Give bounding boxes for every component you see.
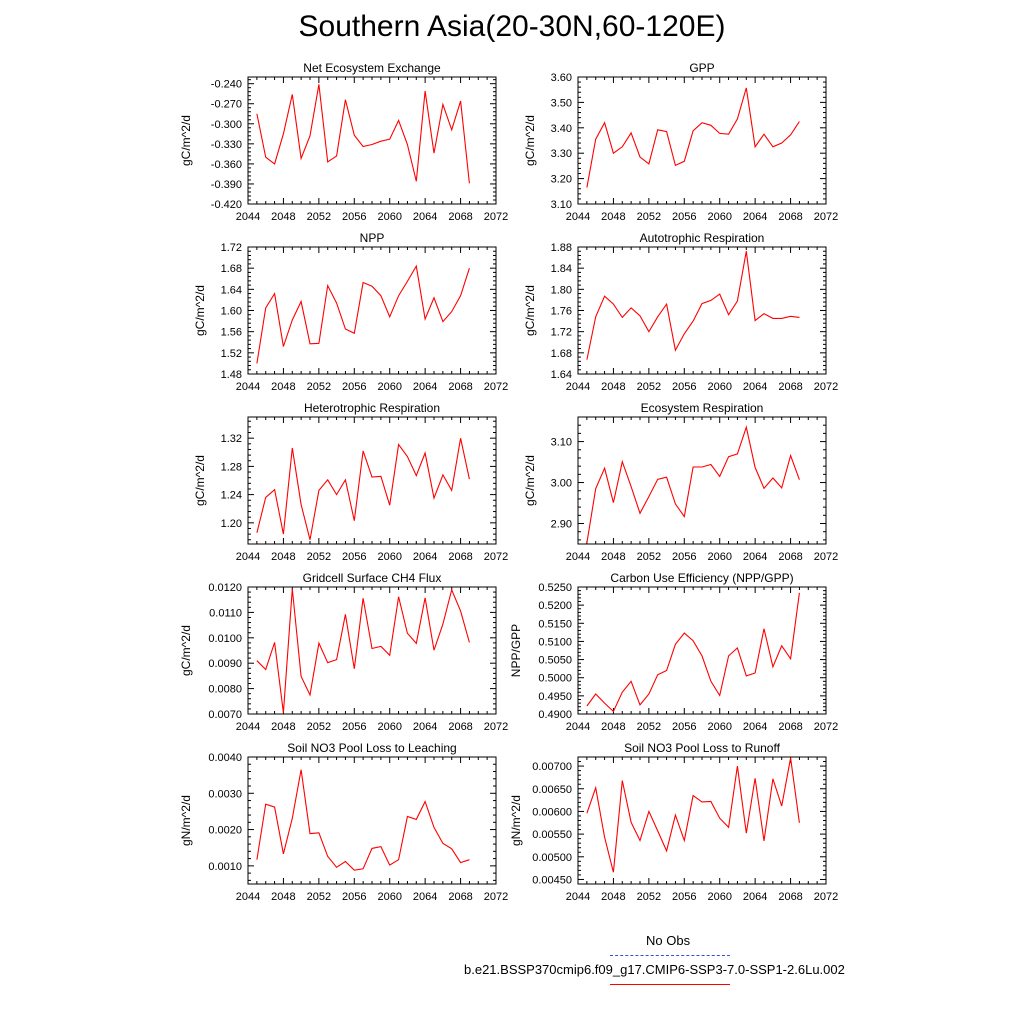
series-line [587, 593, 800, 712]
y-tick-label: 3.10 [550, 199, 572, 211]
y-tick-label: -0.360 [210, 158, 242, 171]
x-tick-label: 2068 [778, 381, 803, 393]
x-tick-label: 2060 [377, 891, 402, 903]
y-tick-label: -0.240 [210, 78, 242, 91]
x-tick-label: 2056 [672, 721, 697, 733]
y-tick-label: 0.0100 [208, 632, 242, 645]
x-tick-label: 2052 [636, 721, 662, 733]
y-tick-label: 1.32 [220, 433, 242, 446]
y-axis-label: gC/m^2/d [179, 115, 193, 166]
x-tick-label: 2064 [412, 891, 438, 903]
y-tick-label: 0.5250 [538, 582, 572, 594]
plot-frame [248, 417, 496, 544]
y-tick-label: 0.0090 [208, 658, 242, 671]
legend-model-line [610, 984, 730, 985]
x-tick-label: 2064 [742, 381, 768, 393]
x-tick-label: 2048 [271, 721, 296, 733]
y-tick-label: 1.76 [550, 305, 572, 318]
x-tick-label: 2044 [565, 211, 591, 223]
x-tick-label: 2060 [707, 381, 732, 393]
x-tick-label: 2072 [483, 551, 509, 563]
x-tick-label: 2044 [235, 381, 261, 393]
x-tick-label: 2052 [636, 551, 662, 563]
series-line [257, 266, 470, 363]
y-axis-label: gC/m^2/d [193, 285, 207, 336]
y-tick-label: 1.68 [550, 347, 572, 360]
y-tick-label: 2.90 [550, 518, 572, 531]
plot-frame [248, 757, 496, 884]
x-tick-label: 2048 [271, 381, 296, 393]
x-tick-label: 2068 [778, 211, 803, 223]
x-tick-label: 2064 [742, 211, 768, 223]
y-tick-label: 0.00550 [532, 829, 572, 842]
x-tick-label: 2052 [306, 891, 332, 903]
plot-frame [248, 247, 496, 374]
series-line [587, 251, 800, 360]
x-tick-label: 2060 [377, 211, 402, 223]
x-tick-label: 2052 [306, 551, 332, 563]
y-tick-label: 1.72 [220, 242, 242, 254]
x-tick-label: 2072 [813, 551, 839, 563]
x-tick-label: 2052 [306, 211, 332, 223]
y-tick-label: 1.64 [550, 369, 572, 381]
panel-title: Net Ecosystem Exchange [303, 61, 441, 75]
x-tick-label: 2044 [565, 721, 591, 733]
x-tick-label: 2048 [601, 721, 626, 733]
panel-title: Soil NO3 Pool Loss to Runoff [624, 741, 780, 755]
x-tick-label: 2056 [342, 211, 367, 223]
x-tick-label: 2048 [271, 551, 296, 563]
x-tick-label: 2044 [565, 381, 591, 393]
x-tick-label: 2068 [448, 211, 473, 223]
x-tick-label: 2048 [601, 211, 626, 223]
legend-obs-label: No Obs [646, 933, 691, 948]
panel-title: Gridcell Surface CH4 Flux [302, 571, 442, 585]
y-tick-label: -0.270 [210, 98, 242, 111]
x-tick-label: 2068 [778, 891, 803, 903]
x-tick-label: 2072 [483, 381, 509, 393]
plot-frame [578, 77, 826, 204]
x-tick-label: 2060 [377, 381, 402, 393]
plot-frame [578, 757, 826, 884]
y-tick-label: 0.5100 [538, 636, 572, 649]
y-tick-label: 0.5000 [538, 672, 572, 685]
x-tick-label: 2044 [235, 551, 261, 563]
y-tick-label: 0.0070 [208, 709, 242, 721]
x-tick-label: 2044 [565, 551, 591, 563]
x-tick-label: 2072 [813, 891, 839, 903]
y-axis-label: gC/m^2/d [193, 455, 207, 506]
y-axis-label: gN/m^2/d [179, 795, 193, 846]
x-tick-label: 2056 [672, 891, 697, 903]
y-tick-label: 0.0020 [208, 824, 242, 837]
x-tick-label: 2068 [448, 891, 473, 903]
x-tick-label: 2052 [636, 211, 662, 223]
x-tick-label: 2072 [483, 721, 509, 733]
y-tick-label: 1.20 [220, 517, 242, 530]
x-tick-label: 2072 [813, 211, 839, 223]
series-line [587, 758, 800, 872]
x-tick-label: 2044 [235, 721, 261, 733]
y-tick-label: 0.0010 [208, 860, 242, 873]
plot-frame [578, 417, 826, 544]
plot-frame [248, 77, 496, 204]
y-tick-label: -0.420 [210, 199, 242, 211]
x-tick-label: 2056 [672, 551, 697, 563]
y-tick-label: 1.80 [550, 284, 572, 297]
y-tick-label: 1.72 [550, 326, 572, 339]
y-tick-label: 1.68 [220, 263, 242, 276]
x-tick-label: 2052 [636, 381, 662, 393]
legend-model-label: b.e21.BSSP370cmip6.f09_g17.CMIP6-SSP3-7.0-SSP1-2.6Lu.002 [464, 962, 845, 977]
x-tick-label: 2056 [342, 381, 367, 393]
x-tick-label: 2068 [778, 721, 803, 733]
y-tick-label: -0.300 [210, 118, 242, 131]
y-tick-label: 1.60 [220, 305, 242, 318]
x-tick-label: 2064 [412, 211, 438, 223]
y-tick-label: -0.330 [210, 138, 242, 151]
x-tick-label: 2068 [448, 721, 473, 733]
x-tick-label: 2060 [377, 721, 402, 733]
y-tick-label: 1.56 [220, 326, 242, 339]
y-tick-label: 0.00450 [532, 874, 572, 887]
y-tick-label: 1.24 [220, 489, 242, 502]
y-tick-label: 0.5050 [538, 654, 572, 667]
y-tick-label: 0.4900 [538, 709, 572, 721]
series-line [257, 589, 470, 713]
y-tick-label: 0.5200 [538, 600, 572, 613]
y-tick-label: 0.0120 [208, 582, 242, 594]
y-tick-label: 3.50 [550, 97, 572, 110]
x-tick-label: 2048 [601, 891, 626, 903]
x-tick-label: 2072 [483, 891, 509, 903]
panel-title: Soil NO3 Pool Loss to Leaching [287, 741, 457, 755]
x-tick-label: 2068 [448, 551, 473, 563]
y-tick-label: 1.84 [550, 263, 572, 276]
x-tick-label: 2044 [565, 891, 591, 903]
y-tick-label: 0.4950 [538, 690, 572, 703]
y-tick-label: 0.5150 [538, 618, 572, 631]
panel-title: NPP [359, 231, 385, 245]
x-tick-label: 2044 [235, 891, 261, 903]
y-tick-label: 3.20 [550, 173, 572, 186]
y-axis-label: gC/m^2/d [523, 455, 537, 506]
y-tick-label: 3.10 [550, 436, 572, 449]
y-axis-label: gC/m^2/d [523, 115, 537, 166]
y-tick-label: 0.00600 [532, 806, 572, 819]
x-tick-label: 2064 [742, 891, 768, 903]
x-tick-label: 2060 [707, 211, 732, 223]
y-axis-label: gN/m^2/d [509, 795, 523, 846]
x-tick-label: 2052 [306, 721, 332, 733]
y-tick-label: 1.28 [220, 461, 242, 474]
panel-title: GPP [689, 61, 715, 75]
x-tick-label: 2060 [707, 721, 732, 733]
x-tick-label: 2048 [601, 551, 626, 563]
x-tick-label: 2060 [377, 551, 402, 563]
y-tick-label: 0.0030 [208, 788, 242, 801]
y-tick-label: 1.52 [220, 347, 242, 360]
plot-frame [578, 587, 826, 714]
panel-title: Ecosystem Respiration [640, 401, 764, 415]
series-line [257, 438, 470, 540]
x-tick-label: 2064 [742, 551, 768, 563]
series-line [257, 770, 470, 871]
y-axis-label: NPP/GPP [509, 623, 523, 678]
y-tick-label: 1.88 [550, 242, 572, 254]
x-tick-label: 2068 [448, 381, 473, 393]
series-line [587, 427, 800, 543]
y-tick-label: 1.48 [220, 369, 242, 381]
x-tick-label: 2064 [412, 721, 438, 733]
x-tick-label: 2048 [271, 211, 296, 223]
y-axis-label: gC/m^2/d [523, 285, 537, 336]
x-tick-label: 2048 [271, 891, 296, 903]
x-tick-label: 2056 [342, 721, 367, 733]
y-tick-label: 3.30 [550, 148, 572, 161]
x-tick-label: 2056 [672, 211, 697, 223]
x-tick-label: 2072 [483, 211, 509, 223]
figure-title: Southern Asia(20-30N,60-120E) [298, 10, 726, 43]
y-tick-label: 1.64 [220, 284, 242, 297]
y-tick-label: -0.390 [210, 178, 242, 191]
x-tick-label: 2072 [813, 721, 839, 733]
panel-title: Autotrophic Respiration [639, 231, 765, 245]
series-line [587, 88, 800, 188]
y-tick-label: 0.00700 [532, 761, 572, 774]
x-tick-label: 2064 [412, 381, 438, 393]
x-tick-label: 2044 [235, 211, 261, 223]
series-line [257, 84, 470, 183]
y-axis-label: gC/m^2/d [179, 625, 193, 676]
x-tick-label: 2056 [672, 381, 697, 393]
x-tick-label: 2060 [707, 891, 732, 903]
x-tick-label: 2052 [636, 891, 662, 903]
y-tick-label: 0.0080 [208, 683, 242, 696]
y-tick-label: 3.00 [550, 477, 572, 490]
y-tick-label: 3.40 [550, 122, 572, 135]
x-tick-label: 2072 [813, 381, 839, 393]
y-tick-label: 0.00500 [532, 851, 572, 864]
y-tick-label: 0.00650 [532, 783, 572, 796]
x-tick-label: 2068 [778, 551, 803, 563]
x-tick-label: 2064 [742, 721, 768, 733]
x-tick-label: 2056 [342, 891, 367, 903]
legend-obs-line [610, 955, 730, 956]
y-tick-label: 3.60 [550, 72, 572, 84]
plot-frame [578, 247, 826, 374]
y-tick-label: 0.0110 [209, 607, 242, 620]
panel-title: Heterotrophic Respiration [303, 401, 441, 415]
x-tick-label: 2060 [707, 551, 732, 563]
panel-title: Carbon Use Efficiency (NPP/GPP) [610, 571, 794, 585]
x-tick-label: 2056 [342, 551, 367, 563]
x-tick-label: 2052 [306, 381, 332, 393]
y-tick-label: 0.0040 [208, 752, 242, 764]
x-tick-label: 2064 [412, 551, 438, 563]
x-tick-label: 2048 [601, 381, 626, 393]
